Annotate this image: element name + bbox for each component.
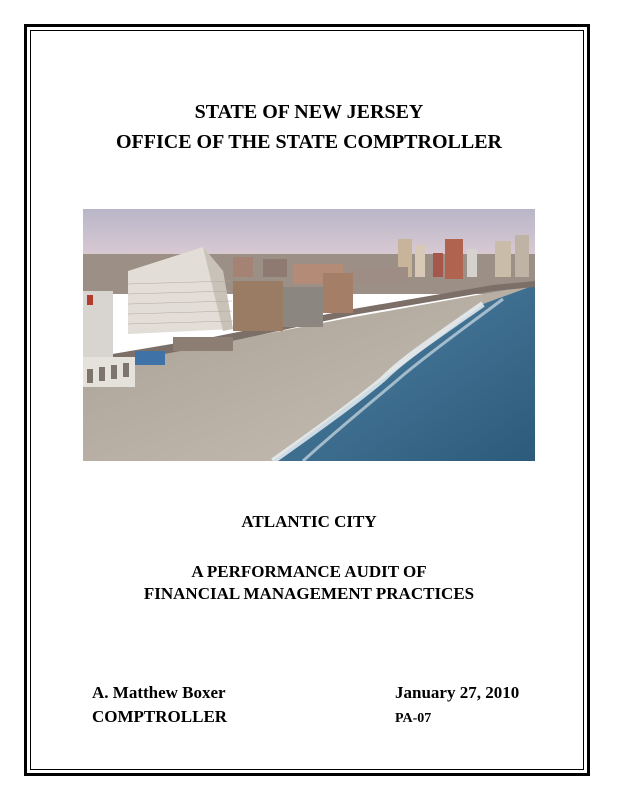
report-city: ATLANTIC CITY <box>241 512 377 531</box>
signatory-name: A. Matthew Boxer <box>92 683 226 702</box>
report-code: PA-07 <box>395 711 432 726</box>
atlantic-city-boardwalk-photo <box>83 209 535 461</box>
report-date: January 27, 2010 <box>395 683 520 702</box>
header-office-title: OFFICE OF THE STATE COMPTROLLER <box>116 131 502 153</box>
header-state-title: STATE OF NEW JERSEY <box>194 101 424 123</box>
report-title-line1: A PERFORMANCE AUDIT OF <box>191 562 427 581</box>
signatory-role: COMPTROLLER <box>92 707 228 726</box>
report-title-line2: FINANCIAL MANAGEMENT PRACTICES <box>143 584 475 603</box>
